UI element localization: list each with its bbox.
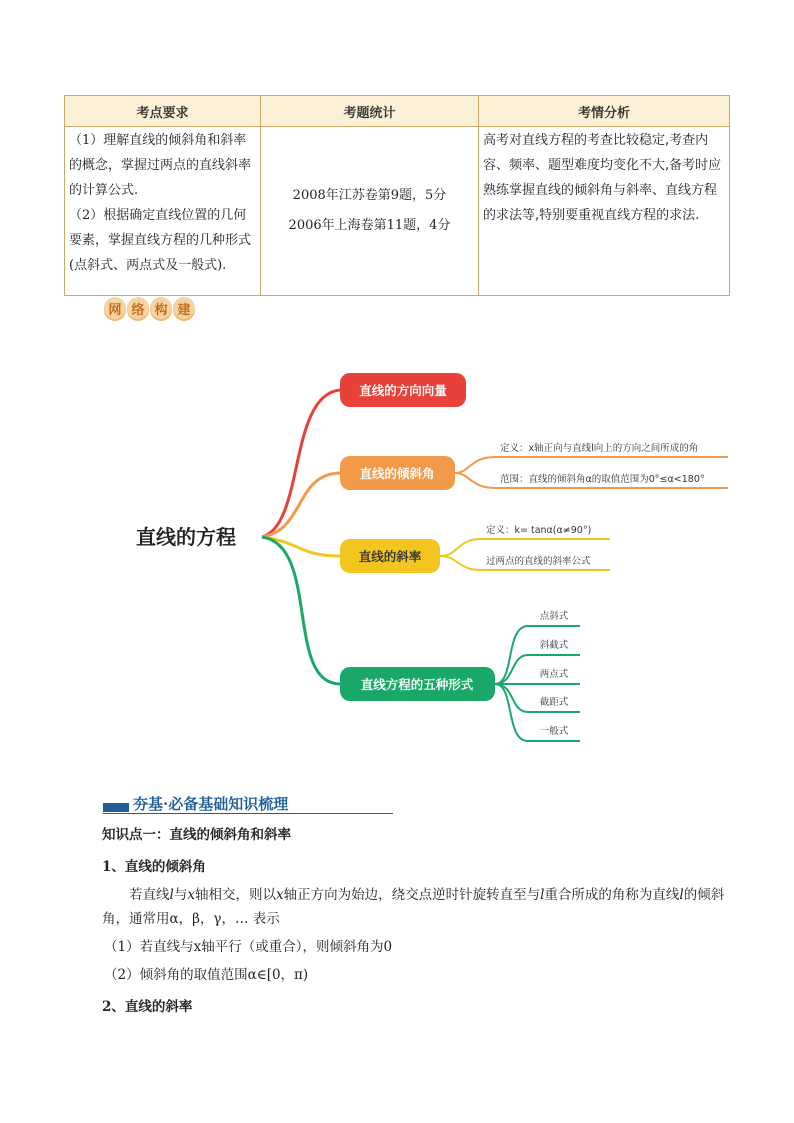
requirement-2: （2）根据确定直线位置的几何要素，掌握直线方程的几种形式(点斜式、两点式及一般式). [69,208,252,273]
header-requirements: 考点要求 [65,96,261,127]
text-run: 若直线 [129,887,170,903]
badge-char: 建 [173,297,195,319]
branch-connector [262,537,340,684]
exam-analysis-table [64,95,730,296]
knowledge-point-title: 知识点一：直线的倾斜角和斜率 [102,827,291,843]
text-run: 轴正方向为始边，绕交点逆时针旋转直至与 [283,887,541,903]
text-run: 的倾斜角，通常用α，β，γ，… 表示 [102,887,725,927]
list-item: （2）倾斜角的取值范围α∈[0，π) [104,967,309,983]
math-symbol: x [187,887,195,903]
branch-label: 直线的倾斜角 [359,466,435,481]
knowledge-content [102,823,732,1019]
branch-label: 直线的方向向量 [359,383,447,398]
leaf-connector [455,457,728,473]
leaf-label: 过两点的直线的斜率公式 [486,556,591,567]
section-header [103,794,393,816]
text-run: 与 [173,887,188,903]
leaf-label: 定义：k= tanα(α≠90°) [486,525,592,536]
leaf-label: 范围：直线的倾斜角α的取值范围为0°≤α<180° [500,474,705,485]
header-analysis: 考情分析 [479,96,730,127]
statistics-cell [261,127,479,296]
requirement-1: （1）理解直线的倾斜角和斜率的概念，掌握过两点的直线斜率的计算公式. [69,133,252,198]
section-underline [103,813,393,814]
badge-char: 络 [127,297,149,319]
branch-label: 直线方程的五种形式 [360,677,474,692]
section-marker [103,803,129,812]
math-symbol: l [679,887,684,903]
leaf-label: 截距式 [539,697,569,708]
math-symbol: x [275,887,284,903]
leaf-label: 点斜式 [539,611,569,622]
badge-char: 网 [104,297,126,319]
network-construction-badge [104,297,195,319]
requirements-cell [65,127,261,296]
section-title: 夯基·必备基础知识梳理 [133,795,289,813]
leaf-label: 一般式 [539,726,569,737]
math-symbol: l [169,887,174,903]
mindmap [0,360,794,760]
statistic-1: 2008年江苏卷第9题，5分 [292,188,447,203]
mindmap-root: 直线的方程 [136,525,236,549]
leaf-label: 两点式 [539,669,569,680]
text-run: 重合所成的角称为直线 [544,887,680,903]
leaf-label: 定义：x轴正向与直线l向上的方向之间所成的角 [500,443,699,454]
math-symbol: l [540,887,545,903]
definition-paragraph [102,883,732,931]
subsection-title: 1、直线的倾斜角 [102,859,206,875]
branch-connector [262,390,340,537]
leaf-label: 斜截式 [539,640,569,651]
analysis-cell: 高考对直线方程的考查比较稳定,考查内容、频率、题型难度均变化不大,备考时应熟练掌握直线的倾斜角与斜率、直线方程的求法等,特别要重视直线方程的求法. [479,127,730,296]
header-statistics: 考题统计 [261,96,479,127]
statistic-2: 2006年上海卷第11题，4分 [288,218,451,233]
branch-label: 直线的斜率 [358,549,422,564]
subsection-title: 2、直线的斜率 [102,999,193,1015]
leaf-connector [440,539,610,556]
badge-char: 构 [150,297,172,319]
list-item: （1）若直线与x轴平行（或重合），则倾斜角为0 [104,939,393,955]
text-run: 轴相交，则以 [194,887,276,903]
